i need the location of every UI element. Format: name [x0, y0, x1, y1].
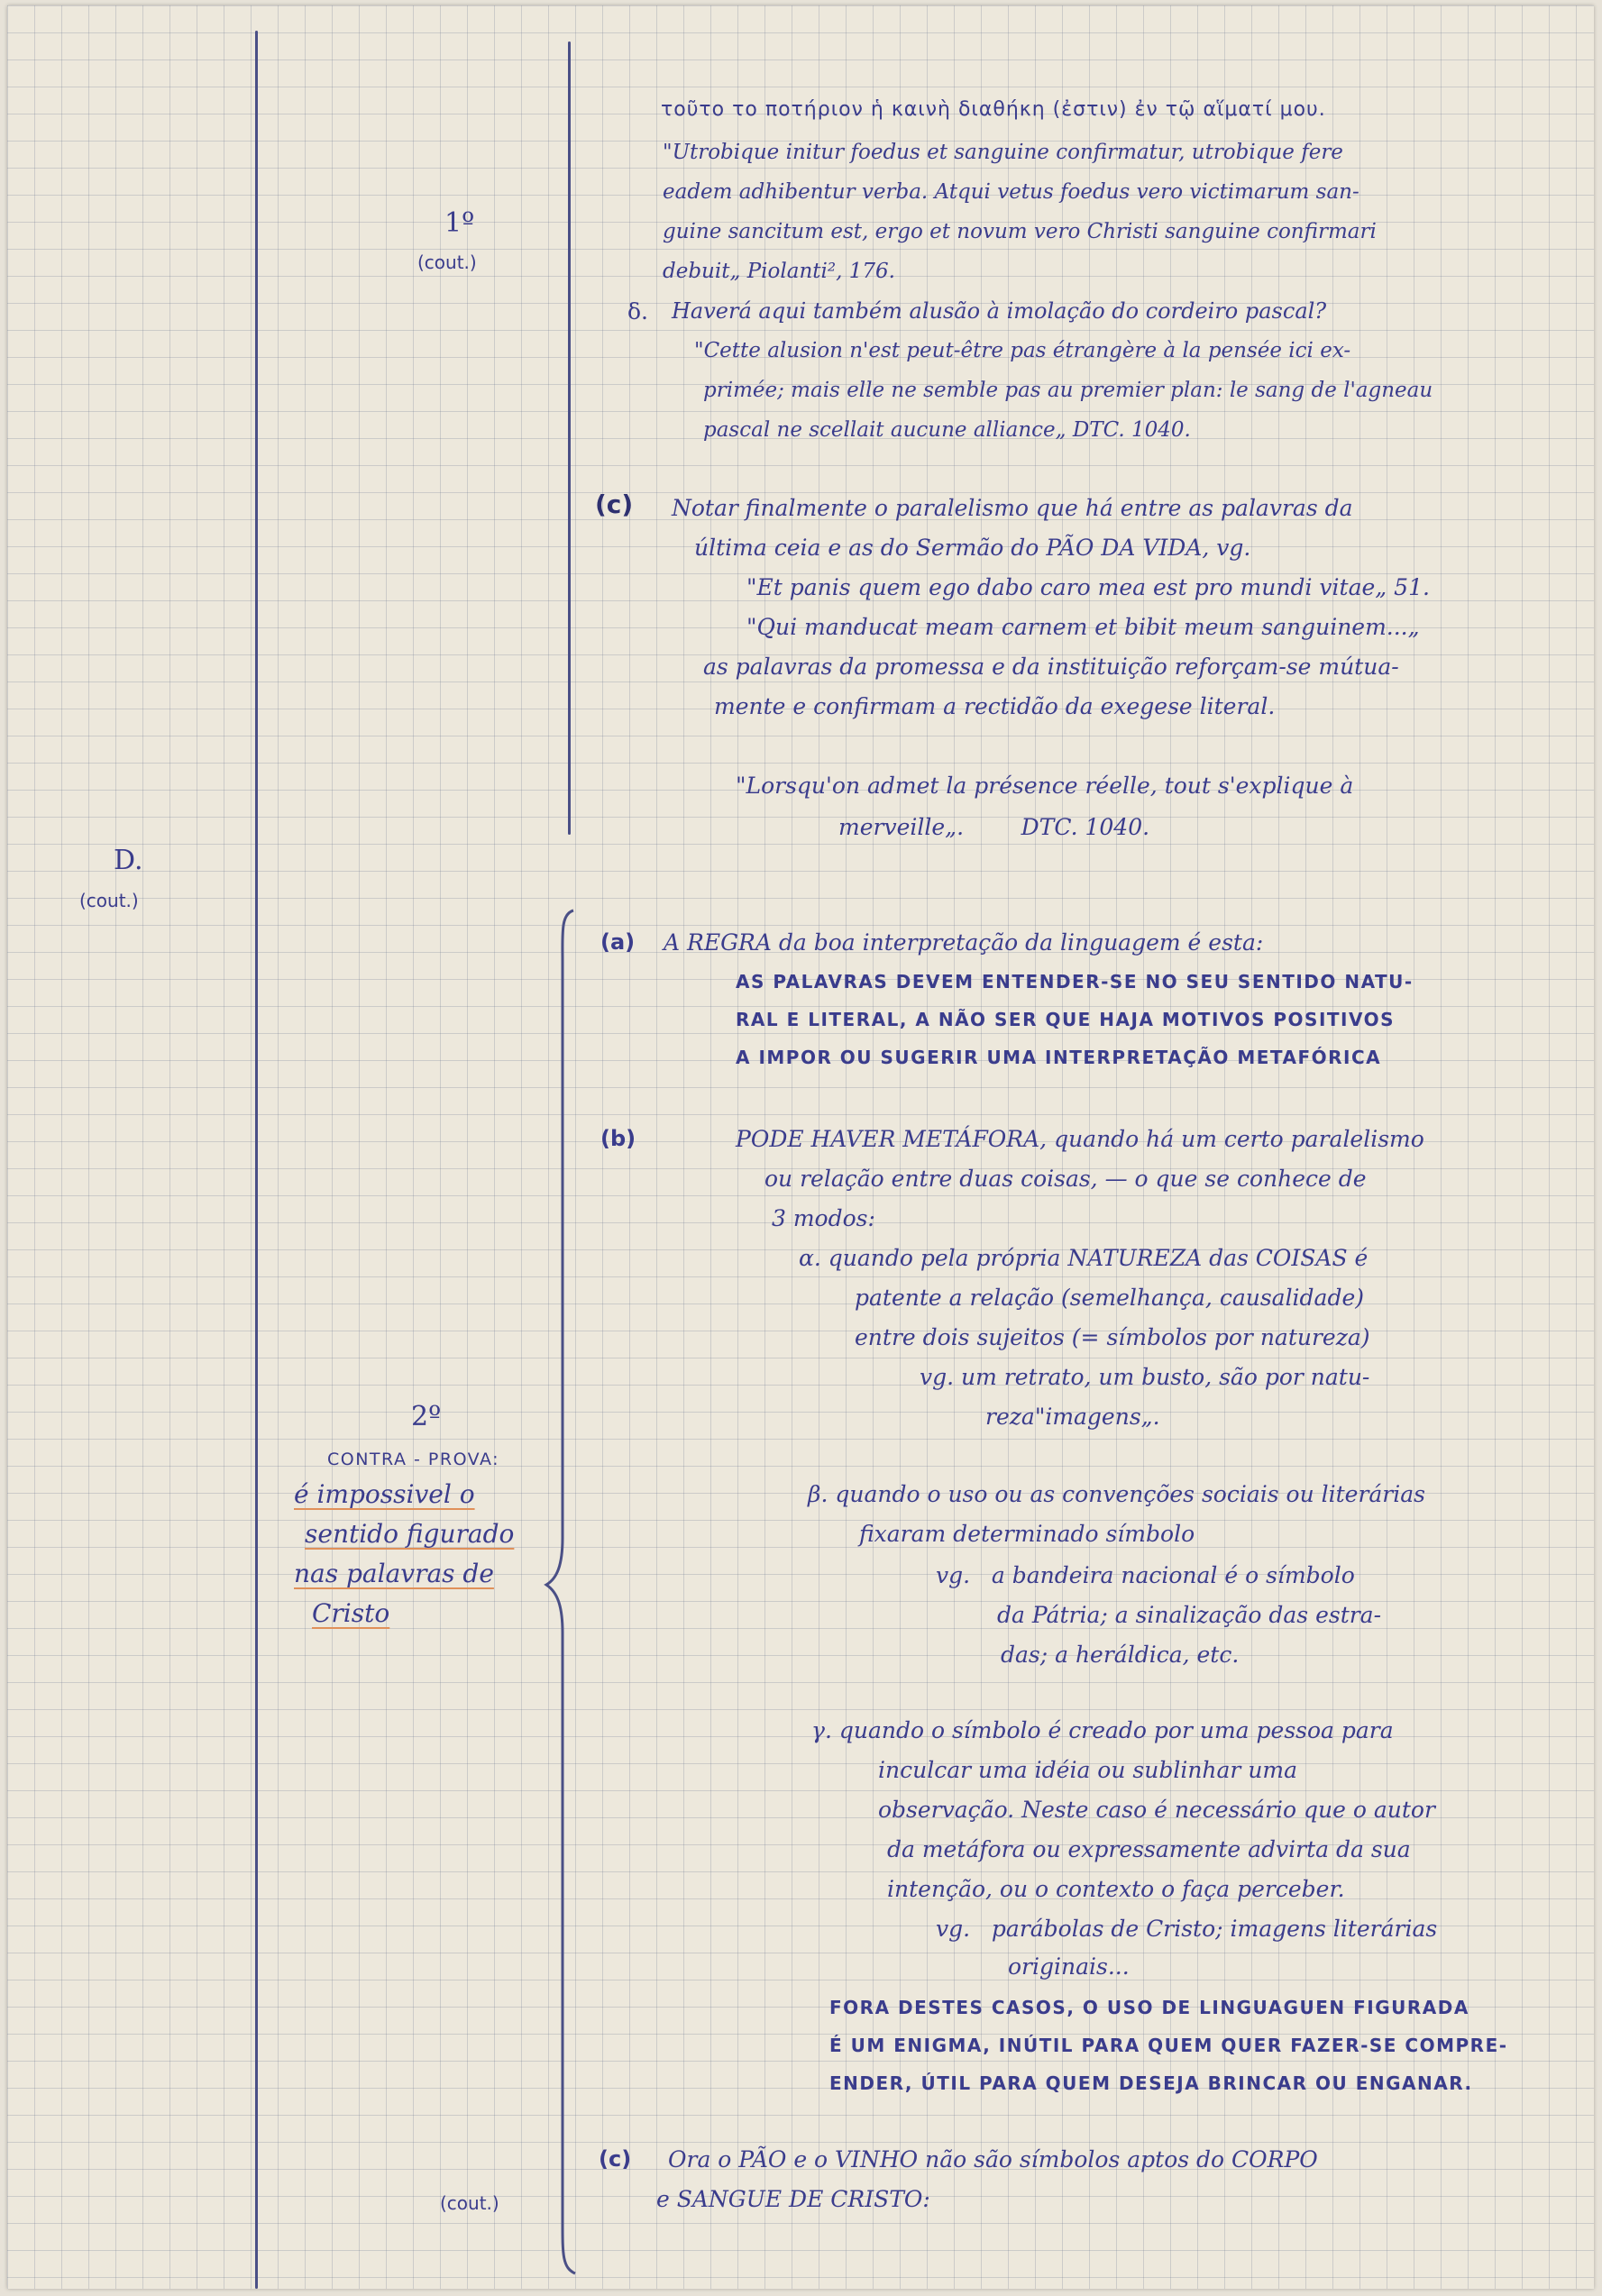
- conclusion-caps-line-3: ENDER, ÚTIL PARA QUEM DESEJA BRINCAR OU ENGANAR.: [829, 2072, 1473, 2094]
- bottom-cont: (cout.): [440, 2192, 499, 2214]
- c-conclusion-line-2: mente e confirmam a rectidão da exegese literal.: [714, 693, 1276, 719]
- delta-mark: δ.: [627, 298, 648, 325]
- gamma-line-4: da metáfora ou expressamente advirta da sua: [887, 1836, 1411, 1862]
- beta-line-4: da Pátria; a sinalização das estra-: [997, 1602, 1382, 1628]
- a-mark: (a): [600, 929, 636, 955]
- item-2-thesis-line-1: é impossivel o: [294, 1479, 475, 1509]
- alpha-line-1: α. quando pela própria NATUREZA das COISAS é: [799, 1245, 1369, 1271]
- beta-line-5: das; a heráldica, etc.: [1001, 1642, 1240, 1668]
- brace-part-2: [543, 907, 579, 2277]
- conclusion-caps-line-1: FORA DESTES CASOS, O USO DE LINGUAGUEN FIGURADA: [829, 1997, 1469, 2018]
- gamma-line-1: γ. quando o símbolo é creado por uma pessoa para: [811, 1717, 1394, 1743]
- c-conclusion-line-1: as palavras da promessa e da instituição reforçam-se mútua-: [703, 654, 1399, 680]
- item-2-number: 2º: [411, 1401, 442, 1432]
- item-2-heading: CONTRA - PROVA:: [327, 1450, 500, 1469]
- item-1-cont: (cout.): [417, 252, 477, 273]
- gamma-line-6: vg. parábolas de Cristo; imagens literárias: [936, 1916, 1438, 1942]
- a-rule-line-3: A IMPOR OU SUGERIR UMA INTERPRETAÇÃO METAFÓRICA: [736, 1047, 1382, 1068]
- latin-quote-line-1: "Utrobique initur foedus et sanguine confirmatur, utrobique fere: [663, 141, 1343, 164]
- c2-text-line-1: Ora o PÃO e o VINHO não são símbolos aptos do CORPO: [668, 2146, 1318, 2173]
- delta-question: Haverá aqui também alusão à imolação do cordeiro pascal?: [672, 298, 1327, 324]
- greek-verse: τοῦτο το ποτήριον ἡ καινὴ διαθήκη (ἐστιν) ἐν τῷ αἵματί μου.: [661, 98, 1326, 121]
- section-cont: (cout.): [79, 890, 139, 911]
- item-2-thesis-line-2: sentido figurado: [305, 1519, 515, 1549]
- notebook-page: [7, 5, 1594, 2289]
- column-divider-left: [255, 31, 258, 2289]
- gamma-line-5: intenção, ou o contexto o faça perceber.: [887, 1876, 1345, 1902]
- alpha-line-4: vg. um retrato, um busto, são por natu-: [920, 1364, 1370, 1390]
- section-label: D.: [114, 845, 143, 876]
- c-quote-line-2: "Qui manducat meam carnem et bibit meum sanguinem...„: [746, 614, 1420, 640]
- c-text-line-1: Notar finalmente o paralelismo que há entre as palavras da: [672, 495, 1353, 521]
- b-text-line-3: 3 modos:: [772, 1205, 875, 1231]
- latin-quote-line-2: eadem adhibentur verba. Atqui vetus foedus vero victimarum san-: [663, 180, 1359, 204]
- alpha-line-2: patente a relação (semelhança, causalidade): [855, 1285, 1365, 1311]
- alpha-line-5: reza"imagens„.: [985, 1404, 1160, 1430]
- beta-line-2: fixaram determinado símbolo: [859, 1521, 1195, 1547]
- alpha-line-3: entre dois sujeitos (= símbolos por natureza): [855, 1324, 1370, 1350]
- b-text-line-1: PODE HAVER METÁFORA, quando há um certo paralelismo: [736, 1126, 1424, 1152]
- c2-text-line-2: e SANGUE DE CRISTO:: [656, 2186, 930, 2212]
- item-2-thesis-line-3: nas palavras de: [294, 1559, 494, 1588]
- c-quote-line-1: "Et panis quem ego dabo caro mea est pro mundi vitae„ 51.: [746, 574, 1430, 600]
- french-quote-line-3: pascal ne scellait aucune alliance„ DTC. 1040.: [703, 418, 1191, 442]
- gamma-line-2: inculcar uma idéia ou sublinhar uma: [878, 1757, 1298, 1783]
- beta-line-1: β. quando o uso ou as convenções sociais ou literárias: [808, 1481, 1425, 1507]
- c-final-quote-line-2: merveille„. DTC. 1040.: [838, 814, 1150, 840]
- latin-quote-line-4: debuit„ Piolanti², 176.: [663, 260, 895, 283]
- latin-quote-line-3: guine sancitum est, ergo et novum vero Christi sanguine confirmari: [663, 220, 1377, 243]
- c-mark-part-1: (c): [595, 489, 634, 519]
- b-text-line-2: ou relação entre duas coisas, — o que se conhece de: [764, 1166, 1367, 1192]
- gamma-line-7: originais...: [1008, 1953, 1130, 1980]
- french-quote-line-2: primée; mais elle ne semble pas au premier plan: le sang de l'agneau: [703, 379, 1433, 402]
- beta-line-3: vg. a bandeira nacional é o símbolo: [936, 1562, 1355, 1588]
- a-rule-line-2: RAL E LITERAL, A NÃO SER QUE HAJA MOTIVOS POSITIVOS: [736, 1009, 1396, 1030]
- item-2-thesis-line-4: Cristo: [312, 1598, 390, 1628]
- b-mark: (b): [600, 1126, 636, 1151]
- a-text: A REGRA da boa interpretação da linguagem é esta:: [664, 929, 1264, 956]
- c-text-line-2: última ceia e as do Sermão do PÃO DA VIDA, vg.: [694, 535, 1251, 561]
- a-rule-line-1: AS PALAVRAS DEVEM ENTENDER-SE NO SEU SENTIDO NATU-: [736, 971, 1414, 992]
- gamma-line-3: observação. Neste caso é necessário que o autor: [878, 1797, 1435, 1823]
- c-final-quote-line-1: "Lorsqu'on admet la présence réelle, tout s'explique à: [736, 773, 1354, 799]
- c-mark-part-2: (c): [599, 2146, 632, 2172]
- item-1-number: 1º: [444, 207, 475, 239]
- column-divider-right: [568, 41, 571, 835]
- french-quote-line-1: "Cette alusion n'est peut-être pas étrangère à la pensée ici ex-: [694, 339, 1351, 362]
- conclusion-caps-line-2: É UM ENIGMA, INÚTIL PARA QUEM QUER FAZER-SE COMPRE-: [829, 2035, 1508, 2056]
